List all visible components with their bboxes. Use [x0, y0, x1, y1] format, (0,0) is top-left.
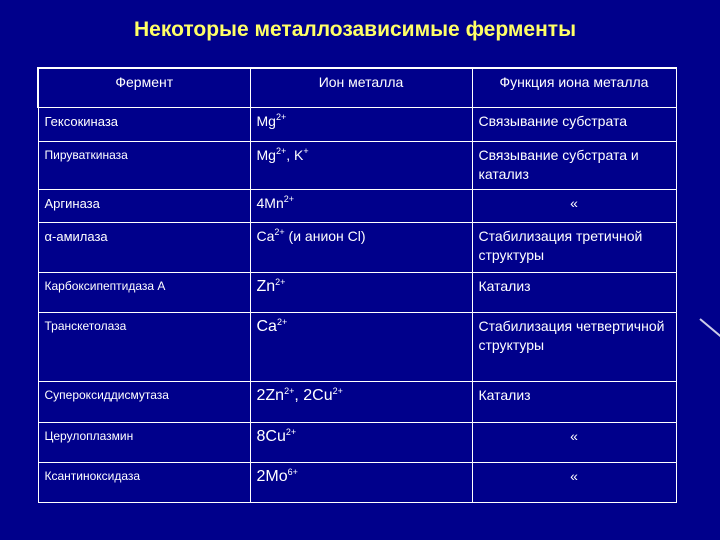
function-cell: Катализ [472, 382, 676, 423]
page-title: Некоторые металлозависимые ферменты [133, 18, 577, 41]
ion-cell: $Mg^{2+}$ [250, 108, 472, 142]
table-row [38, 382, 676, 423]
function-cell: Катализ [472, 273, 676, 313]
ion-cell: $2Mo^{6+}$ [250, 463, 472, 503]
table-header-row [38, 68, 676, 108]
header-function: Функция иона металла [472, 68, 676, 108]
ion-cell: $Mg^{2+}$, K+ [250, 142, 472, 190]
ion-cell: $Ca^{2+}$ (и анион Cl) [250, 223, 472, 273]
table-row [38, 190, 676, 223]
function-cell: Связывание субстрата и катализ [472, 142, 676, 190]
ion-cell: $2Zn^{2+}$, $2Cu^{2+}$ [250, 382, 472, 423]
enzyme-cell: Супероксиддисмутаза [38, 382, 250, 423]
function-cell: « [472, 463, 676, 503]
function-cell: Связывание субстрата [472, 108, 676, 142]
function-cell: Стабилизация третичной структуры [472, 223, 676, 273]
enzyme-cell: Гексокиназа [38, 108, 250, 142]
header-enzyme: Фермент [38, 68, 250, 108]
table-row [38, 423, 676, 463]
enzyme-cell: Пируваткиназа [38, 142, 250, 190]
enzyme-cell: Транскетолаза [38, 313, 250, 382]
enzyme-cell: Карбоксипептидаза А [38, 273, 250, 313]
table-row [38, 223, 676, 273]
decorative-line [699, 318, 720, 339]
table-row [38, 273, 676, 313]
table-row [38, 108, 676, 142]
function-cell: « [472, 190, 676, 223]
table-row [38, 313, 676, 382]
table-row [38, 142, 676, 190]
enzyme-cell: Церулоплазмин [38, 423, 250, 463]
ion-cell: $Ca^{2+}$ [250, 313, 472, 382]
table-row [38, 463, 676, 503]
ion-cell: $4Mn^{2+}$ [250, 190, 472, 223]
enzyme-cell: α-амилаза [38, 223, 250, 273]
enzyme-cell: Ксантиноксидаза [38, 463, 250, 503]
ion-cell: $Zn^{2+}$ [250, 273, 472, 313]
function-cell: « [472, 423, 676, 463]
function-cell: Стабилизация четвертичной структуры [472, 313, 676, 382]
enzyme-cell: Аргиназа [38, 190, 250, 223]
header-ion: Ион металла [250, 68, 472, 108]
ion-cell: $8Cu^{2+}$ [250, 423, 472, 463]
enzyme-table [37, 67, 677, 503]
